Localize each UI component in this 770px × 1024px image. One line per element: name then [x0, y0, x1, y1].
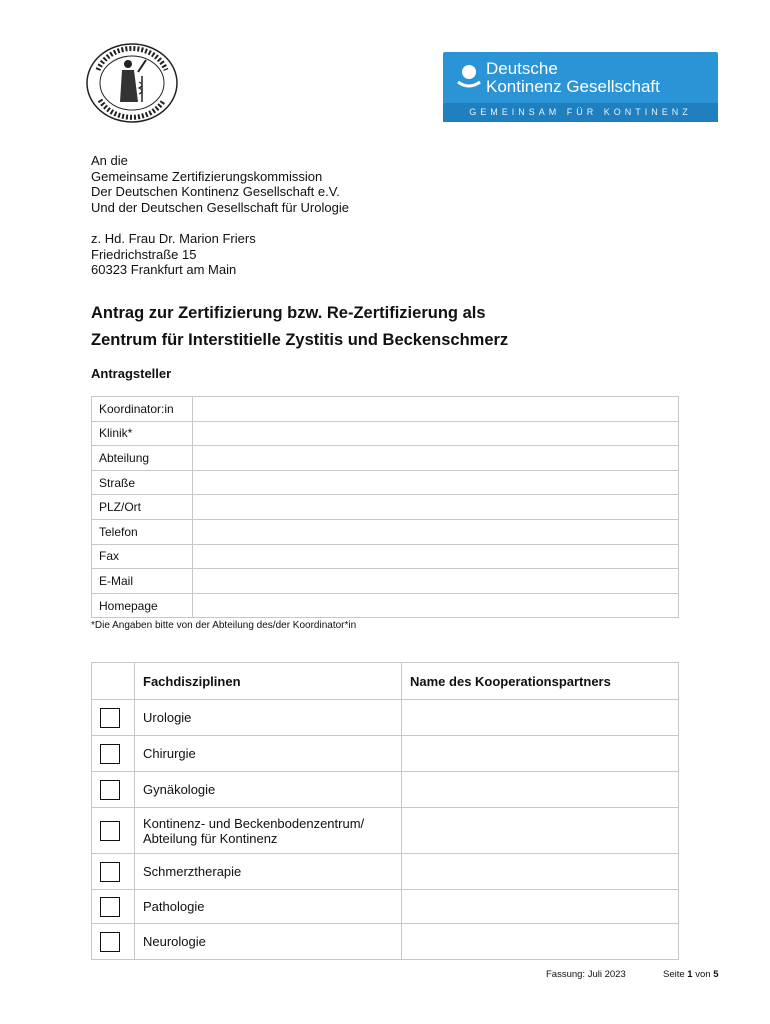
phone-field[interactable] [193, 519, 679, 544]
field-label: Klinik* [92, 421, 193, 446]
table-row [92, 593, 679, 618]
page-prefix: Seite [663, 969, 685, 980]
address-line: Der Deutschen Kontinenz Gesellschaft e.V. [91, 184, 340, 199]
footer-page-number [663, 969, 719, 980]
checkbox-column-header [92, 663, 135, 700]
address-city: 60323 Frankfurt am Main [91, 262, 237, 277]
address-line: Gemeinsame Zertifizierungskommission [91, 168, 323, 184]
street-field[interactable] [193, 470, 679, 495]
discipline-label: Pathologie [135, 890, 402, 924]
dkg-name [486, 60, 660, 96]
field-label: Telefon [92, 519, 193, 544]
checkbox-cell [92, 808, 135, 854]
footer-version: Fassung: Juli 2023 [546, 969, 626, 980]
checkbox-cell [92, 736, 135, 772]
checkbox-cell [92, 772, 135, 808]
discipline-label-line2: Abteilung für Kontinenz [143, 830, 278, 846]
coordinator-field[interactable] [193, 397, 679, 422]
partner-name-field[interactable] [402, 736, 679, 772]
table-row [92, 854, 679, 890]
partner-name-field[interactable] [402, 924, 679, 960]
chirurgie-checkbox[interactable] [100, 744, 120, 764]
partner-column-header: Name des Kooperationspartners [402, 663, 679, 700]
applicant-table [91, 396, 679, 618]
dkg-name-line1: Deutsche [486, 59, 558, 78]
email-field[interactable] [193, 569, 679, 594]
discipline-label-line1: Kontinenz- und Beckenbodenzentrum/ [143, 815, 365, 831]
field-label: Abteilung [92, 446, 193, 471]
dkg-mark-icon [456, 63, 482, 91]
page-current: 1 [687, 969, 693, 980]
homepage-field[interactable] [193, 593, 679, 618]
gynaekologie-checkbox[interactable] [100, 780, 120, 800]
discipline-label: Urologie [135, 700, 402, 736]
checkbox-cell [92, 700, 135, 736]
page-of: von [695, 969, 711, 980]
checkbox-cell [92, 924, 135, 960]
dkg-name-line2: Kontinenz Gesellschaft [486, 77, 660, 96]
field-label: E-Mail [92, 569, 193, 594]
title-line1: Antrag zur Zertifizierung bzw. Re-Zertifizierung als [91, 304, 486, 322]
table-row [92, 495, 679, 520]
table-row [92, 772, 679, 808]
table-row [92, 808, 679, 854]
applicant-footnote: *Die Angaben bitte von der Abteilung des/der Koordinator*in [91, 620, 357, 631]
disciplines-table [91, 662, 679, 960]
applicant-heading: Antragsteller [91, 366, 172, 381]
table-header-row [92, 663, 679, 700]
partner-name-field[interactable] [402, 890, 679, 924]
dgu-seal-logo [84, 42, 180, 124]
page-total: 5 [713, 969, 719, 980]
document-title [91, 300, 508, 354]
table-row [92, 519, 679, 544]
discipline-label: Chirurgie [135, 736, 402, 772]
address-line: Und der Deutschen Gesellschaft für Urologie [91, 199, 349, 215]
clinic-field[interactable] [193, 421, 679, 446]
zip-city-field[interactable] [193, 495, 679, 520]
table-row [92, 569, 679, 594]
address-attn: z. Hd. Frau Dr. Marion Friers [91, 231, 256, 246]
field-label: Homepage [92, 593, 193, 618]
discipline-column-header: Fachdisziplinen [135, 663, 402, 700]
address-line: An die [91, 153, 128, 168]
dkg-logo [443, 52, 718, 122]
table-row [92, 446, 679, 471]
field-label: Koordinator:in [92, 397, 193, 422]
partner-name-field[interactable] [402, 854, 679, 890]
table-row [92, 700, 679, 736]
table-row [92, 544, 679, 569]
table-row [92, 924, 679, 960]
field-label: Fax [92, 544, 193, 569]
kontinenzzentrum-checkbox[interactable] [100, 821, 120, 841]
checkbox-cell [92, 890, 135, 924]
urologie-checkbox[interactable] [100, 708, 120, 728]
table-row [92, 470, 679, 495]
fax-field[interactable] [193, 544, 679, 569]
discipline-label: Gynäkologie [135, 772, 402, 808]
discipline-label: Neurologie [135, 924, 402, 960]
address-street: Friedrichstraße 15 [91, 246, 197, 262]
partner-name-field[interactable] [402, 808, 679, 854]
field-label: Straße [92, 470, 193, 495]
neurologie-checkbox[interactable] [100, 932, 120, 952]
table-row [92, 421, 679, 446]
table-row [92, 890, 679, 924]
table-row [92, 736, 679, 772]
title-line2: Zentrum für Interstitielle Zystitis und Beckenschmerz [91, 331, 509, 349]
table-row [92, 397, 679, 422]
checkbox-cell [92, 854, 135, 890]
department-field[interactable] [193, 446, 679, 471]
partner-name-field[interactable] [402, 772, 679, 808]
schmerztherapie-checkbox[interactable] [100, 862, 120, 882]
discipline-label: Schmerztherapie [135, 854, 402, 890]
dkg-tagline: GEMEINSAM FÜR KONTINENZ [443, 103, 718, 122]
pathologie-checkbox[interactable] [100, 897, 120, 917]
discipline-label [135, 808, 402, 854]
recipient-address [91, 153, 349, 278]
field-label: PLZ/Ort [92, 495, 193, 520]
partner-name-field[interactable] [402, 700, 679, 736]
